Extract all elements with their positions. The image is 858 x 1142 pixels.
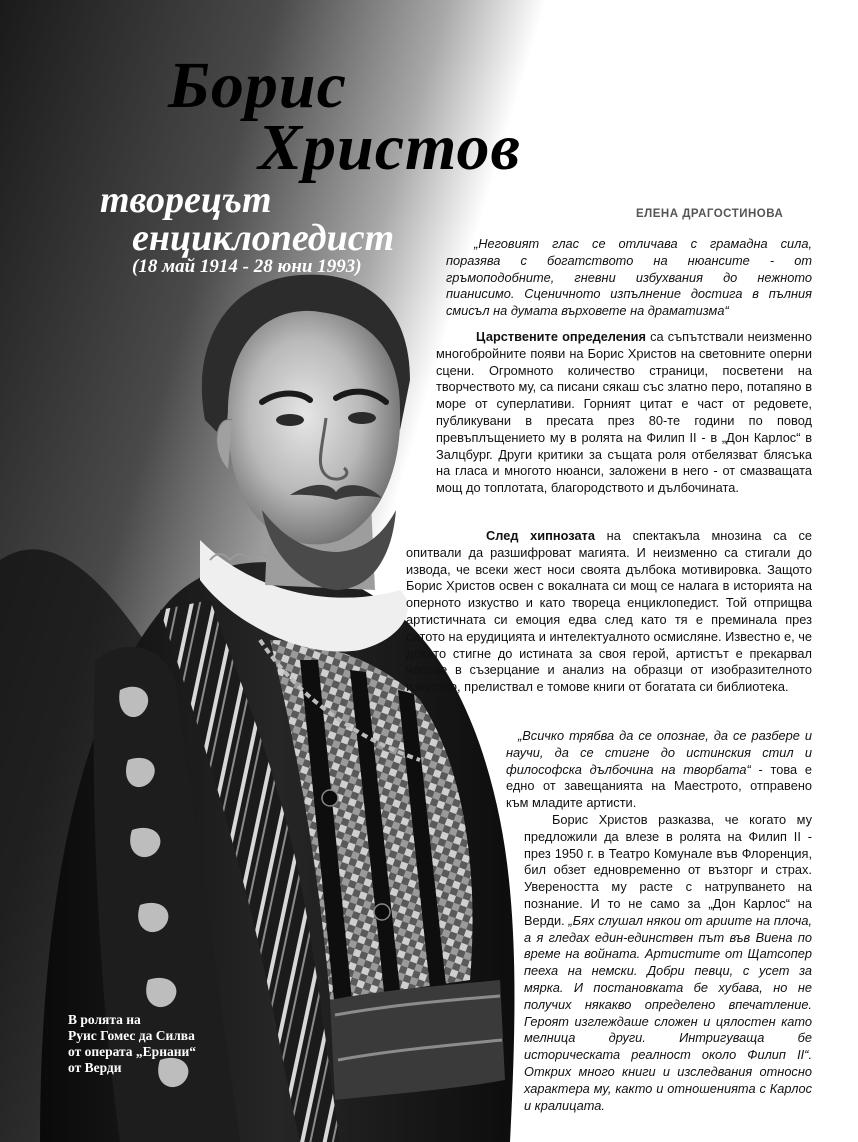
para4-text: Борис Христов разказва, че когато му предложили да влезе в ролята на Филип II - през 1950 г. в Театро Комунале във Флоренция, бил обзет едновременно от възторг и страх. Увереността му расте с натрупването на познание. И то не само за „Дон Карлос“ на Верди. — [524, 812, 812, 928]
subtitle-line2: енциклопедист — [132, 217, 395, 259]
author-name: ЕЛЕНА ДРАГОСТИНОВА — [636, 208, 784, 220]
caption-line-4: от Верди — [68, 1060, 122, 1075]
caption-line-2: Руис Гомес да Силва — [68, 1028, 195, 1043]
caption-line-3: от операта „Ернани“ — [68, 1044, 197, 1059]
para1-lead: Царствените определения — [476, 329, 646, 344]
paragraph-2 — [406, 528, 812, 696]
para3-quote: „Всичко трябва да се опознае, да се разбере и научи, да се стигне до истинския стил и философска дълбочина на творбата“ — [506, 728, 812, 777]
photo-caption — [68, 1012, 288, 1076]
quote-text: „Неговият глас се отличава с грамадна сила, поразява с богатството на нюансите - от гръмоподобните, гневни избухвания до нежното пианисимо. Сценичното изпълнение достига в пълния смисъл на думата върховете на драматизма“ — [446, 236, 812, 319]
para1-text: са съпътствали неизменно многобройните появи на Борис Христов на световните оперни сцени. Огромното количество страници, посветени на творчеството му, са писани сякаш със златно перо, потапяно в море от суперлативи. Горният цитат е част от редовете, публикувани в пресата през 80-те години по повод превъплъщението му в ролята на Филип II - в „Дон Карлос“ в Залцбург. Други критики за същата роля отбелязват блясъка на гласа и многото нюанси, заложени в него - от смазващата мощ до топлотата, благородството и дълбочината. — [436, 329, 812, 496]
para4-quote: „Бях слушал някои от ариите на плоча, а я гледах един-единствен път във Виена по време на войната. Артистите от Щатсопер пееха на немски. Добри певци, с усет за мярка. И постановката бе хубава, но не получих някакво определено впечатление. Героят изглеждаше сложен и цялостен като мелница други. Интригуваща бе историческата реалност около Филип II“. Открих много книги и изследвания относно характера му, както и отношенията с Карлос и кралицата. — [524, 912, 813, 1113]
paragraph-3 — [506, 728, 812, 812]
paragraph-4 — [524, 812, 812, 1114]
subtitle-dates: (18 май 1914 - 28 юни 1993) — [132, 256, 362, 277]
caption-line-1: В ролята на — [68, 1012, 141, 1027]
opening-quote — [446, 236, 812, 320]
para2-text: на спектакъла мнозина са се опитвали да разшифроват магията. И неизменно са стигали до извода, че всеки жест носи своята дълбока мотивировка. Защото Борис Христов освен с вокалната си мощ се налага в историята на оперното изкуство и като твореца енциклопедист. Той отприщва артистичната си емоция едва след като тя е преминала през ситото на ерудицията и интелектуалното осмисляне. Известно е, че докато стигне до истината за своя герой, артистът е прекарвал часове в съзерцание и анализ на образци от изобразителното изкуство, прелиствал е томове книги от богатата си библиотека. — [406, 528, 812, 695]
title-first-name: Борис — [168, 49, 347, 122]
para2-lead: След хипнозата — [486, 528, 595, 543]
para3-text: - това е едно от завещанията на Маестрото, отправено към младите артисти. — [506, 761, 812, 811]
title-last-name: Христов — [258, 111, 521, 184]
paragraph-1 — [436, 329, 812, 497]
subtitle-line1: творецът — [100, 179, 272, 221]
